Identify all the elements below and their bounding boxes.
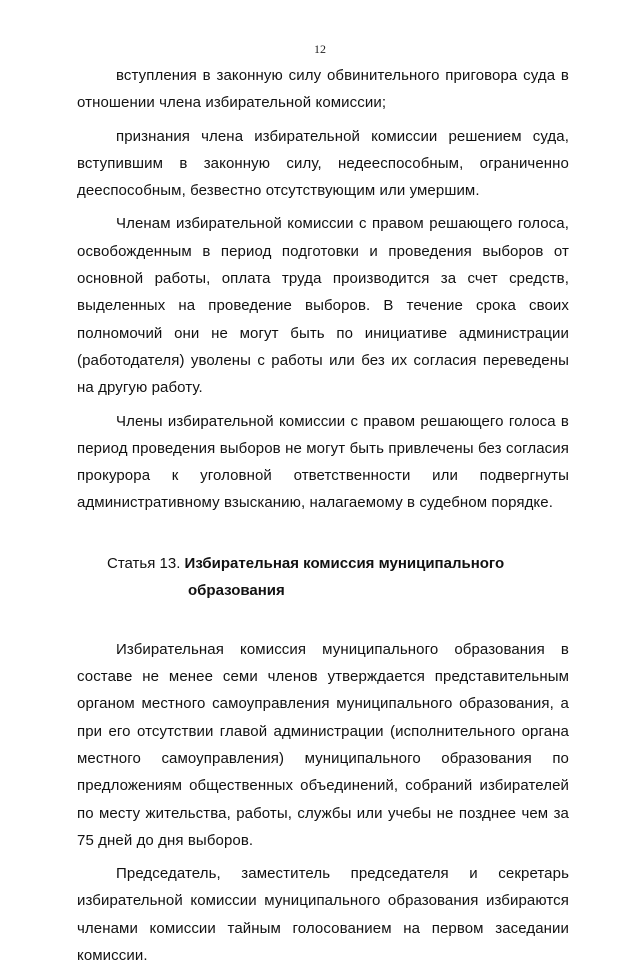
page-number: 12 [314, 42, 326, 56]
paragraph: Председатель, заместитель председателя и секретарь избирательной комиссии муниципального образования избираются членами комиссии тайным голосованием на первом заседании комиссии. [77, 865, 569, 965]
page-content [77, 62, 569, 969]
paragraph: признания члена избирательной комиссии решением суда, вступившим в законную силу, недееспособным, ограниченно дееспособным, безвестно отсутствующим или умершим. [77, 127, 569, 200]
article-number: Статья 13. [107, 554, 181, 572]
paragraph: вступления в законную силу обвинительного приговора суда в отношении члена избирательной комиссии; [77, 67, 569, 112]
paragraph: Избирательная комиссия муниципального образования в составе не менее семи членов утверждается представительным органом местного самоуправления муниципального образования, а при его отсутствии главой администрации (исполнительного органа местного самоуправления) муниципального образования по предложениям общественных объединений, собраний избирателей по месту жительства, работы, службы или учебы не позднее чем за 75 дней до дня выборов. [77, 640, 569, 849]
paragraph: Члены избирательной комиссии с правом решающего голоса в период проведения выборов не могут быть привлечены без согласия прокурора к уголовной ответственности или подвергнуты административному взысканию, налагаемому в судебном порядке. [77, 412, 569, 512]
article-title-line1: Избирательная комиссия муниципального [184, 554, 505, 572]
article-title-line2: образования [188, 581, 285, 599]
paragraph: Членам избирательной комиссии с правом решающего голоса, освобожденным в период подготовки и проведения выборов от основной работы, оплата труда производится за счет средств, выделенных на проведение выборов. В течение срока своих полномочий они не могут быть по инициативе администрации (работодателя) уволены с работы или без их согласия переведены на другую работу. [77, 215, 569, 397]
article-heading [77, 550, 569, 604]
